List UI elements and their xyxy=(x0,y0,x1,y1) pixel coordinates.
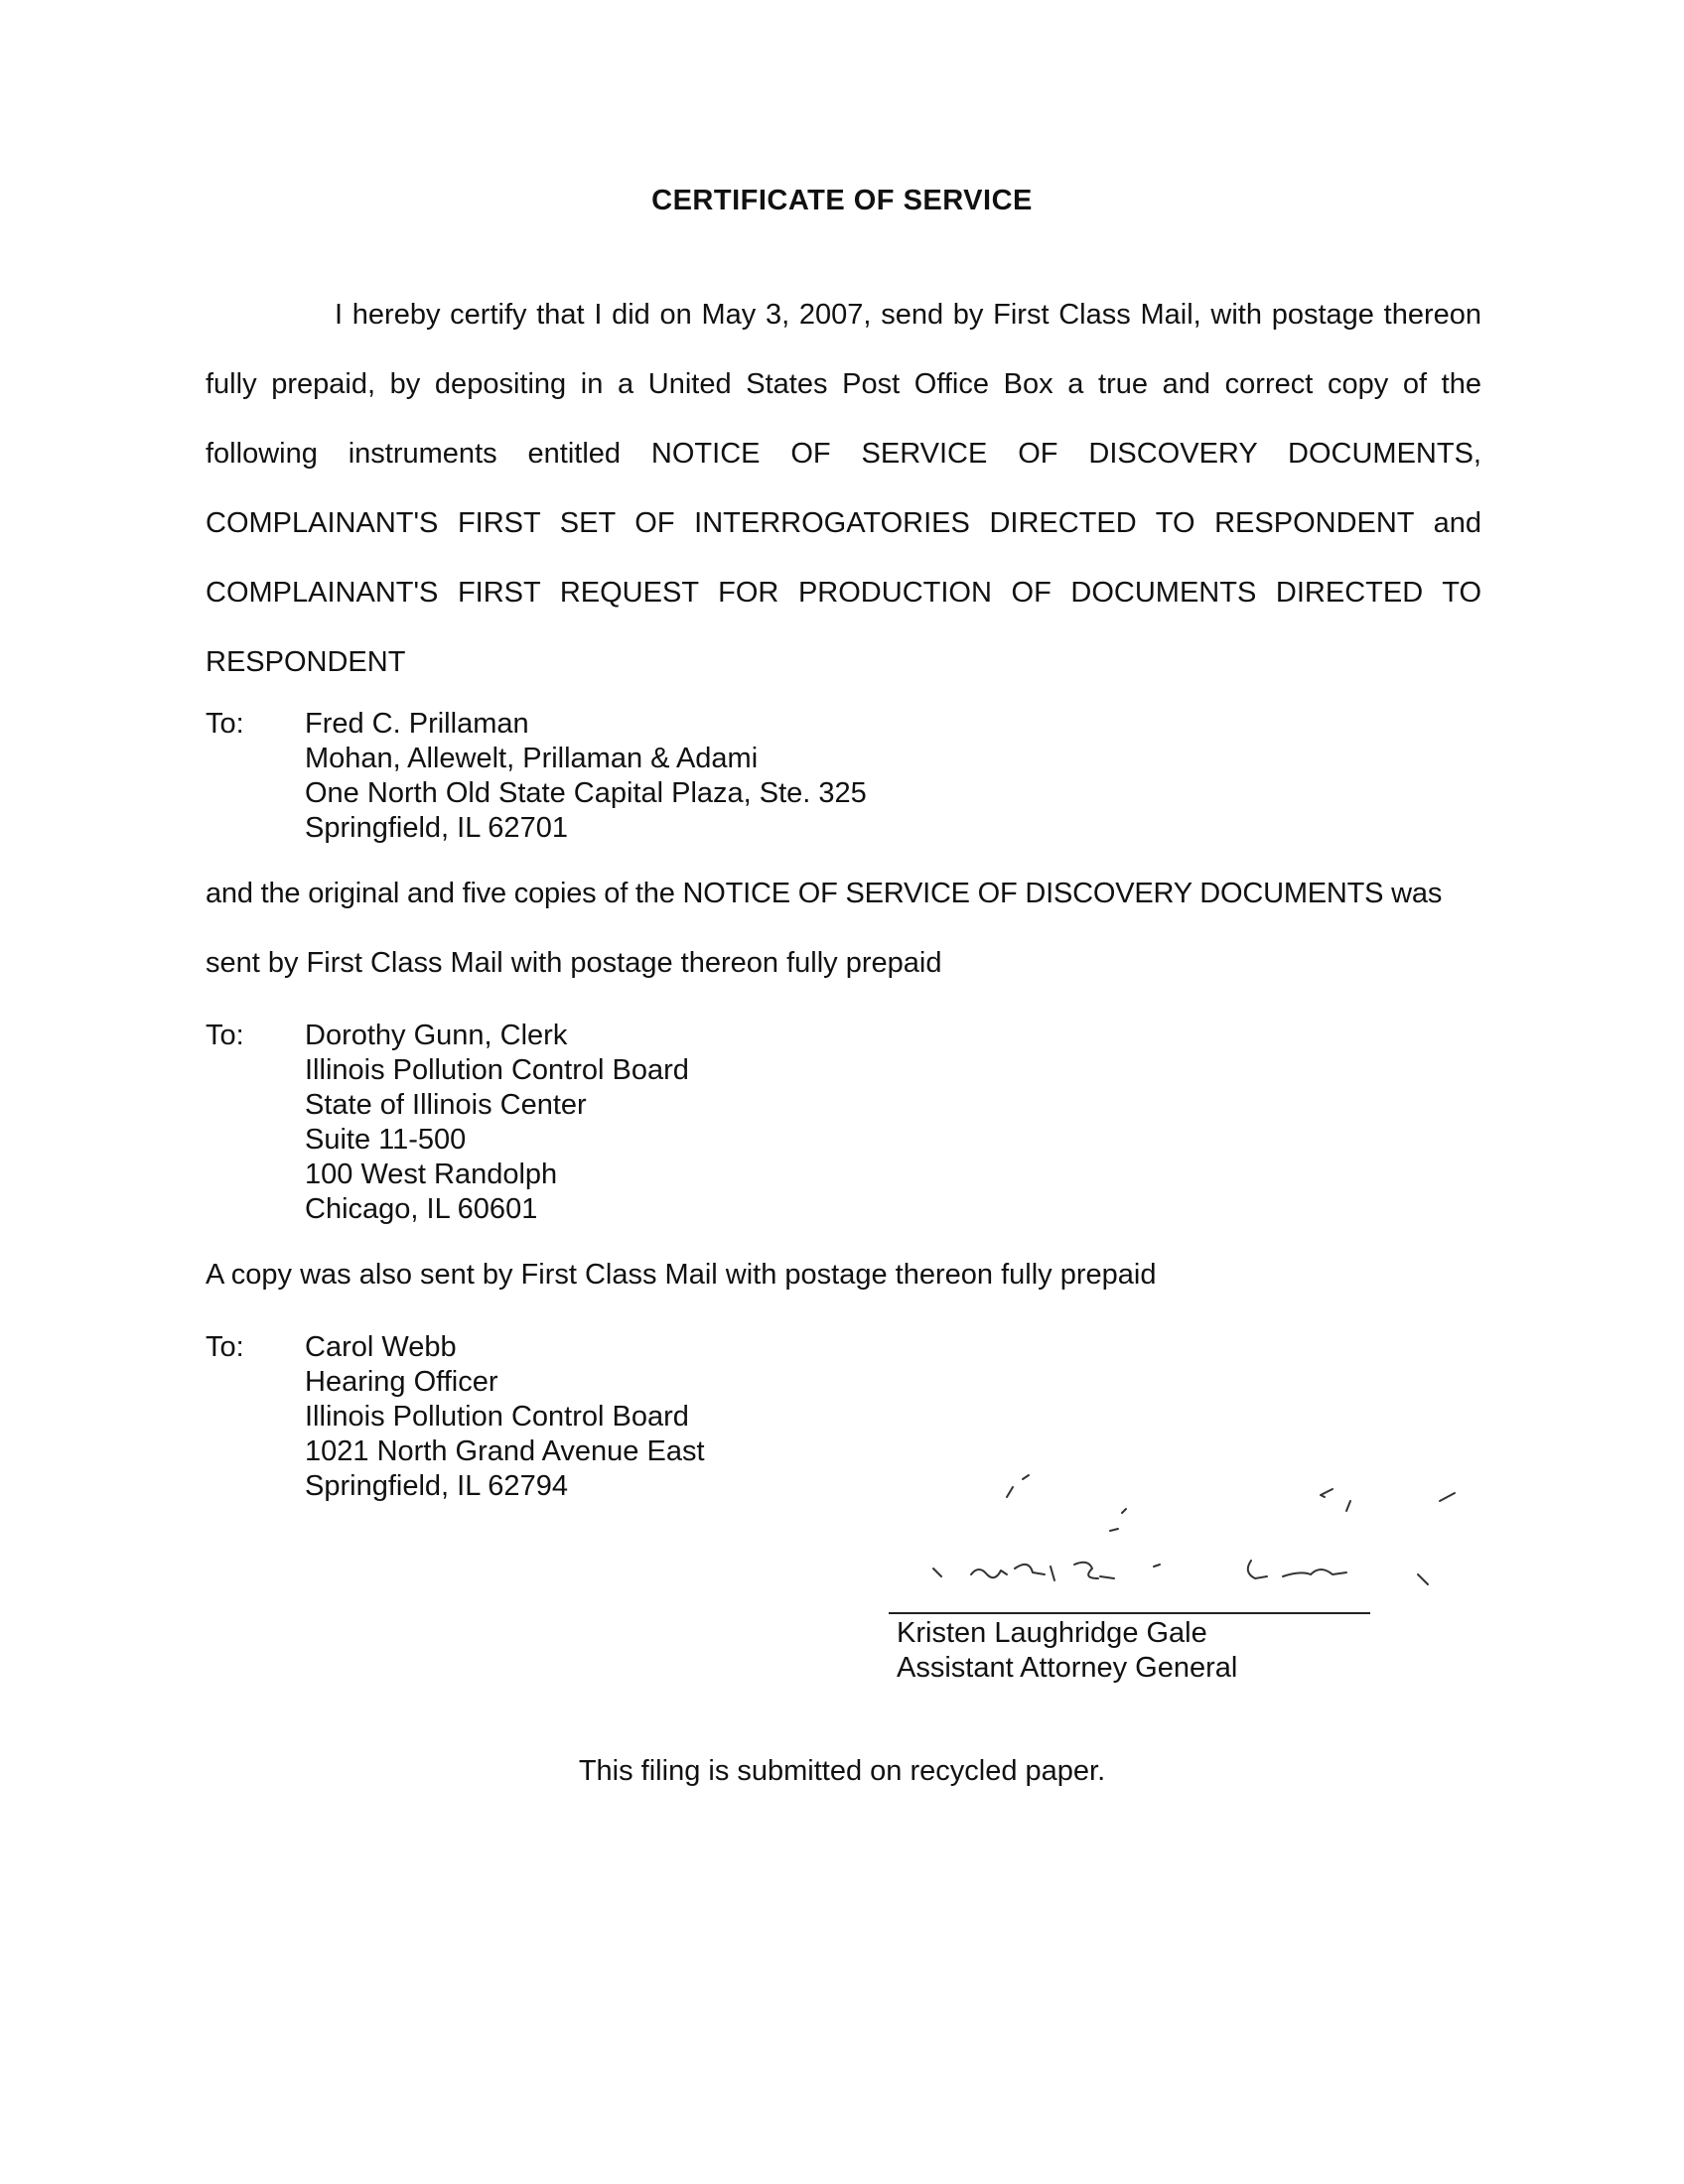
recipient-line: One North Old State Capital Plaza, Ste. 325 xyxy=(305,777,867,809)
recipient-line: Chicago, IL 60601 xyxy=(305,1193,538,1225)
recipient-address xyxy=(305,1019,689,1227)
recipient-line: Hearing Officer xyxy=(305,1366,498,1398)
to-label: To: xyxy=(206,708,244,740)
original-copies-line: and the original and five copies of the NOTICE OF SERVICE OF DISCOVERY DOCUMENTS was xyxy=(206,878,1443,909)
recipient-line: Illinois Pollution Control Board xyxy=(305,1054,689,1086)
signature-line xyxy=(889,1612,1370,1614)
handwritten-signature xyxy=(884,1449,1499,1618)
copy-sent-line: A copy was also sent by First Class Mail with postage thereon fully prepaid xyxy=(206,1259,1157,1291)
signature-block xyxy=(897,1616,1237,1686)
recipient-address xyxy=(305,707,867,846)
mail-method-line: sent by First Class Mail with postage thereon fully prepaid xyxy=(206,947,942,979)
recipient-line: Fred C. Prillaman xyxy=(305,708,529,740)
recipient-line: Dorothy Gunn, Clerk xyxy=(305,1020,568,1051)
recipient-address xyxy=(305,1330,705,1504)
recipient-line: Mohan, Allewelt, Prillaman & Adami xyxy=(305,743,759,774)
recipient-line: Springfield, IL 62701 xyxy=(305,812,568,844)
certification-paragraph: I hereby certify that I did on May 3, 2007, send by First Class Mail, with postage thereon fully prepaid, by depositing in a United States Post Office Box a true and correct copy of the following instruments entitled NOTICE OF SERVICE OF DISCOVERY DOCUMENTS, COMPLAINANT'S FIRST SET OF INTERROGATORIES DIRECTED TO RESPONDENT and COMPLAINANT'S FIRST REQUEST FOR PRODUCTION OF DOCUMENTS DIRECTED TO RESPONDENT xyxy=(206,299,1481,678)
signer-name: Kristen Laughridge Gale xyxy=(897,1617,1207,1649)
recipient-line: 100 West Randolph xyxy=(305,1159,558,1190)
to-label: To: xyxy=(206,1020,244,1051)
recipient-line: Carol Webb xyxy=(305,1331,457,1363)
to-label: To: xyxy=(206,1331,244,1363)
recipient-line: State of Illinois Center xyxy=(305,1089,587,1121)
recipient-line: Illinois Pollution Control Board xyxy=(305,1401,689,1433)
document-title: CERTIFICATE OF SERVICE xyxy=(651,185,1033,216)
recycled-paper-note: This filing is submitted on recycled paper. xyxy=(578,1755,1106,1787)
recipient-line: Suite 11-500 xyxy=(305,1124,467,1156)
recipient-line: 1021 North Grand Avenue East xyxy=(305,1435,705,1467)
signer-title: Assistant Attorney General xyxy=(897,1652,1238,1684)
recipient-line: Springfield, IL 62794 xyxy=(305,1470,568,1502)
